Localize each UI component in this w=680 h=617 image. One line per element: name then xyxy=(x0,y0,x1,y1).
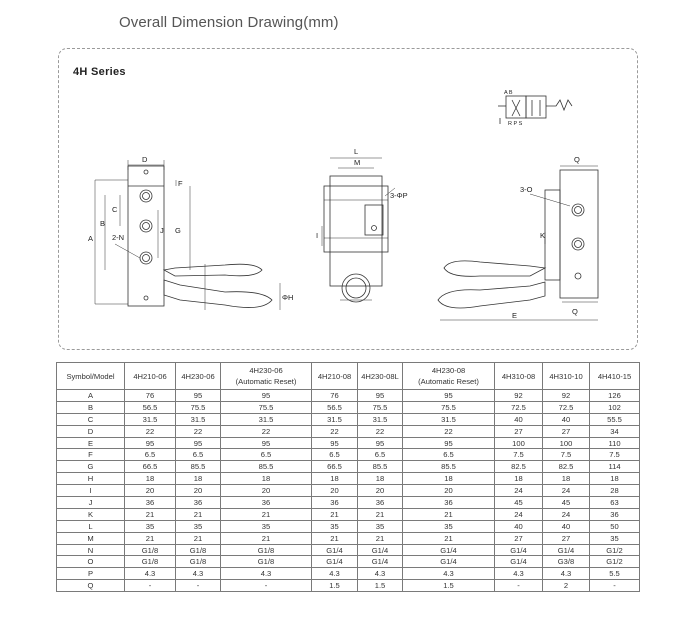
table-cell: 21 xyxy=(221,508,312,520)
table-cell: 45 xyxy=(543,497,590,509)
table-cell: 40 xyxy=(495,520,543,532)
row-symbol: J xyxy=(57,497,125,509)
table-cell: 35 xyxy=(358,520,403,532)
table-row xyxy=(57,508,640,520)
table-cell: 95 xyxy=(358,390,403,402)
row-symbol: M xyxy=(57,532,125,544)
table-row xyxy=(57,497,640,509)
row-symbol: O xyxy=(57,556,125,568)
table-cell: 6.5 xyxy=(125,449,176,461)
table-cell: 18 xyxy=(590,473,640,485)
table-cell: 20 xyxy=(403,485,495,497)
table-cell: 20 xyxy=(221,485,312,497)
row-symbol: L xyxy=(57,520,125,532)
table-cell: 21 xyxy=(125,532,176,544)
table-cell: 20 xyxy=(176,485,221,497)
row-symbol: B xyxy=(57,401,125,413)
table-cell: G1/8 xyxy=(176,544,221,556)
table-cell: 6.5 xyxy=(358,449,403,461)
header-symbol: Symbol/Model xyxy=(57,363,125,390)
table-cell: 95 xyxy=(403,437,495,449)
row-symbol: I xyxy=(57,485,125,497)
header-model: 4H230-06 xyxy=(176,363,221,390)
table-cell: 45 xyxy=(495,497,543,509)
table-cell: 126 xyxy=(590,390,640,402)
label-M: M xyxy=(354,158,361,167)
table-cell: 20 xyxy=(358,485,403,497)
table-cell: 36 xyxy=(125,497,176,509)
table-cell: 20 xyxy=(125,485,176,497)
table-cell: 4.3 xyxy=(125,568,176,580)
table-cell: 95 xyxy=(358,437,403,449)
label-D: D xyxy=(142,155,148,164)
table-cell: 7.5 xyxy=(495,449,543,461)
table-cell: 2 xyxy=(543,580,590,592)
table-cell: 36 xyxy=(221,497,312,509)
table-cell: 95 xyxy=(221,437,312,449)
table-cell: 92 xyxy=(543,390,590,402)
label-N: 2-N xyxy=(112,233,125,242)
table-cell: 21 xyxy=(312,508,358,520)
table-cell: 76 xyxy=(125,390,176,402)
table-cell: 55.5 xyxy=(590,413,640,425)
table-cell: 1.5 xyxy=(358,580,403,592)
table-cell: 40 xyxy=(543,520,590,532)
table-cell: 24 xyxy=(543,508,590,520)
header-model: 4H210-06 xyxy=(125,363,176,390)
table-cell: 63 xyxy=(590,497,640,509)
header-model: 4H230-06 (Automatic Reset) xyxy=(221,363,312,390)
table-row xyxy=(57,568,640,580)
table-cell: 18 xyxy=(125,473,176,485)
table-cell: 35 xyxy=(125,520,176,532)
label-H: ΦH xyxy=(282,293,294,302)
table-cell: - xyxy=(590,580,640,592)
table-cell: - xyxy=(221,580,312,592)
table-row xyxy=(57,401,640,413)
table-cell: G1/8 xyxy=(221,544,312,556)
table-cell: 4.3 xyxy=(221,568,312,580)
row-symbol: C xyxy=(57,413,125,425)
table-cell: 5.5 xyxy=(590,568,640,580)
table-cell: 31.5 xyxy=(176,413,221,425)
table-cell: 35 xyxy=(221,520,312,532)
table-cell: 75.5 xyxy=(358,401,403,413)
row-symbol: G xyxy=(57,461,125,473)
table-cell: 27 xyxy=(543,532,590,544)
table-row xyxy=(57,390,640,402)
table-cell: 4.3 xyxy=(403,568,495,580)
table-cell: G1/8 xyxy=(125,544,176,556)
row-symbol: N xyxy=(57,544,125,556)
table-cell: 56.5 xyxy=(312,401,358,413)
table-cell: 22 xyxy=(312,425,358,437)
table-cell: G1/4 xyxy=(312,544,358,556)
table-cell: 56.5 xyxy=(125,401,176,413)
table-cell: 50 xyxy=(590,520,640,532)
label-G: G xyxy=(175,226,181,235)
table-cell: 4.3 xyxy=(358,568,403,580)
table-cell: 21 xyxy=(358,532,403,544)
table-cell: G1/4 xyxy=(495,556,543,568)
header-model: 4H410-15 xyxy=(590,363,640,390)
table-cell: 40 xyxy=(495,413,543,425)
table-cell: 36 xyxy=(312,497,358,509)
table-cell: 31.5 xyxy=(221,413,312,425)
table-cell: 72.5 xyxy=(495,401,543,413)
table-row xyxy=(57,544,640,556)
table-cell: 21 xyxy=(176,508,221,520)
side-view xyxy=(322,158,395,302)
table-cell: 18 xyxy=(403,473,495,485)
series-label: 4H Series xyxy=(73,66,126,78)
table-cell: 85.5 xyxy=(176,461,221,473)
table-cell: 21 xyxy=(221,532,312,544)
table-cell: 24 xyxy=(495,485,543,497)
table-cell: - xyxy=(176,580,221,592)
table-cell: 95 xyxy=(221,390,312,402)
table-cell: 110 xyxy=(590,437,640,449)
table-cell: 6.5 xyxy=(403,449,495,461)
table-cell: 4.3 xyxy=(543,568,590,580)
table-cell: 95 xyxy=(125,437,176,449)
table-header-row xyxy=(57,363,640,390)
table-cell: - xyxy=(495,580,543,592)
table-cell: 18 xyxy=(176,473,221,485)
table-cell: 82.5 xyxy=(543,461,590,473)
row-symbol: H xyxy=(57,473,125,485)
table-cell: 35 xyxy=(403,520,495,532)
table-cell: 36 xyxy=(358,497,403,509)
table-cell: 75.5 xyxy=(221,401,312,413)
table-cell: 21 xyxy=(312,532,358,544)
table-cell: 85.5 xyxy=(403,461,495,473)
table-cell: 21 xyxy=(176,532,221,544)
row-symbol: A xyxy=(57,390,125,402)
table-cell: 95 xyxy=(176,390,221,402)
table-cell: 6.5 xyxy=(312,449,358,461)
table-cell: 36 xyxy=(403,497,495,509)
label-I: I xyxy=(316,231,319,240)
dimension-table xyxy=(56,362,640,592)
table-body xyxy=(57,390,640,592)
table-cell: 21 xyxy=(358,508,403,520)
label-J: J xyxy=(160,226,164,235)
table-cell: 7.5 xyxy=(590,449,640,461)
table-cell: G1/4 xyxy=(495,544,543,556)
table-cell: 72.5 xyxy=(543,401,590,413)
table-cell: 75.5 xyxy=(403,401,495,413)
table-cell: 24 xyxy=(543,485,590,497)
table-row xyxy=(57,461,640,473)
table-row xyxy=(57,580,640,592)
label-O: 3-O xyxy=(520,185,533,194)
label-ports: R P S xyxy=(508,121,523,127)
table-cell: G1/4 xyxy=(403,544,495,556)
table-cell: 22 xyxy=(125,425,176,437)
table-cell: 36 xyxy=(590,508,640,520)
table-cell: 35 xyxy=(590,532,640,544)
row-symbol: Q xyxy=(57,580,125,592)
label-B: B xyxy=(100,219,106,228)
table-cell: 21 xyxy=(403,532,495,544)
table-cell: 18 xyxy=(312,473,358,485)
table-cell: 102 xyxy=(590,401,640,413)
valve-symbol xyxy=(498,96,572,124)
table-cell: G1/8 xyxy=(176,556,221,568)
table-cell: 18 xyxy=(543,473,590,485)
table-cell: 36 xyxy=(176,497,221,509)
table-cell: G1/4 xyxy=(312,556,358,568)
table-cell: 31.5 xyxy=(125,413,176,425)
table-cell: 66.5 xyxy=(125,461,176,473)
table-cell: 4.3 xyxy=(312,568,358,580)
table-cell: 6.5 xyxy=(176,449,221,461)
table-cell: G1/2 xyxy=(590,556,640,568)
table-cell: 31.5 xyxy=(358,413,403,425)
table-cell: 22 xyxy=(358,425,403,437)
table-row xyxy=(57,437,640,449)
table-cell: 7.5 xyxy=(543,449,590,461)
rear-view xyxy=(438,166,598,320)
table-cell: 18 xyxy=(495,473,543,485)
table-row xyxy=(57,485,640,497)
label-C: C xyxy=(112,205,118,214)
label-P: 3-ΦP xyxy=(390,191,408,200)
table-row xyxy=(57,449,640,461)
table-cell: 100 xyxy=(543,437,590,449)
table-cell: 95 xyxy=(312,437,358,449)
table-cell: G1/4 xyxy=(403,556,495,568)
page-heading: Overall Dimension Drawing(mm) xyxy=(119,14,339,31)
label-L: L xyxy=(354,147,359,156)
row-symbol: E xyxy=(57,437,125,449)
table-cell: 1.5 xyxy=(312,580,358,592)
header-model: 4H310-08 xyxy=(495,363,543,390)
table-cell: G1/8 xyxy=(221,556,312,568)
table-cell: 27 xyxy=(495,532,543,544)
label-F: F xyxy=(178,179,183,188)
row-symbol: F xyxy=(57,449,125,461)
table-cell: 21 xyxy=(403,508,495,520)
table-cell: 35 xyxy=(176,520,221,532)
row-symbol: K xyxy=(57,508,125,520)
table-cell: 20 xyxy=(312,485,358,497)
table-row xyxy=(57,425,640,437)
table-cell: 18 xyxy=(221,473,312,485)
header-model: 4H310-10 xyxy=(543,363,590,390)
table-cell: 95 xyxy=(176,437,221,449)
table-cell: 92 xyxy=(495,390,543,402)
table-cell: 6.5 xyxy=(221,449,312,461)
table-cell: G1/4 xyxy=(543,544,590,556)
table-cell: 27 xyxy=(543,425,590,437)
label-K: K xyxy=(540,231,546,240)
table-cell: - xyxy=(125,580,176,592)
table-cell: 21 xyxy=(125,508,176,520)
label-ports-top: A B xyxy=(504,90,513,96)
table-cell: 75.5 xyxy=(176,401,221,413)
table-row xyxy=(57,520,640,532)
header-model: 4H230-08 (Automatic Reset) xyxy=(403,363,495,390)
table-row xyxy=(57,556,640,568)
table-cell: 31.5 xyxy=(403,413,495,425)
label-Q-top: Q xyxy=(574,155,580,164)
table-cell: G1/4 xyxy=(358,556,403,568)
table-cell: 24 xyxy=(495,508,543,520)
table-cell: 1.5 xyxy=(403,580,495,592)
row-symbol: P xyxy=(57,568,125,580)
header-model: 4H210-08 xyxy=(312,363,358,390)
table-cell: 114 xyxy=(590,461,640,473)
table-cell: G1/8 xyxy=(125,556,176,568)
table-row xyxy=(57,473,640,485)
table-cell: 95 xyxy=(403,390,495,402)
table-cell: 4.3 xyxy=(176,568,221,580)
table-cell: 85.5 xyxy=(358,461,403,473)
table-cell: 82.5 xyxy=(495,461,543,473)
label-Q-bottom: Q xyxy=(572,307,578,316)
table-cell: 100 xyxy=(495,437,543,449)
table-cell: 34 xyxy=(590,425,640,437)
header-model: 4H230-08L xyxy=(358,363,403,390)
table-cell: 22 xyxy=(221,425,312,437)
label-E: E xyxy=(512,311,518,320)
table-cell: 85.5 xyxy=(221,461,312,473)
table-cell: 40 xyxy=(543,413,590,425)
table-cell: 28 xyxy=(590,485,640,497)
table-cell: 35 xyxy=(312,520,358,532)
table-cell: G1/4 xyxy=(358,544,403,556)
table-cell: 76 xyxy=(312,390,358,402)
table-cell: 31.5 xyxy=(312,413,358,425)
table-cell: 22 xyxy=(403,425,495,437)
table-cell: G1/2 xyxy=(590,544,640,556)
table-row xyxy=(57,532,640,544)
table-row xyxy=(57,413,640,425)
table-cell: G3/8 xyxy=(543,556,590,568)
table-cell: 27 xyxy=(495,425,543,437)
label-A: A xyxy=(88,234,94,243)
table-cell: 66.5 xyxy=(312,461,358,473)
row-symbol: D xyxy=(57,425,125,437)
table-cell: 22 xyxy=(176,425,221,437)
table-cell: 18 xyxy=(358,473,403,485)
table-cell: 4.3 xyxy=(495,568,543,580)
